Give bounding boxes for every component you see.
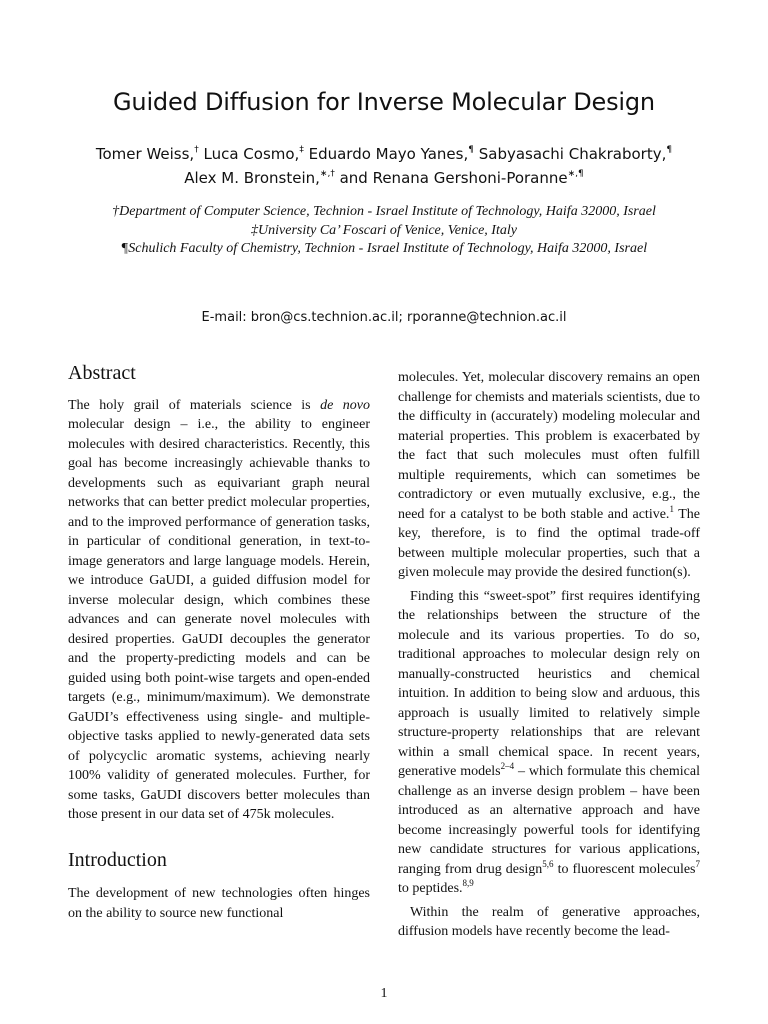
author-affil-mark: ¶ xyxy=(666,145,673,155)
intro-paragraph-1-continued xyxy=(398,368,700,583)
author-name: Luca Cosmo, xyxy=(198,145,300,163)
author-list xyxy=(40,142,728,190)
intro-text: to fluorescent molecules xyxy=(553,861,696,877)
affiliation: ¶Schulich Faculty of Chemistry, Technion - Israel Institute of Technology, Haifa 32000, Israel xyxy=(120,241,648,256)
intro-paragraph-3: Within the realm of generative approaches, diffusion models have recently become the lead- xyxy=(398,904,700,939)
author-name: Eduardo Mayo Yanes, xyxy=(303,145,469,163)
affiliation-list xyxy=(90,203,678,259)
affiliation: ‡University Ca’ Foscari of Venice, Venice, Italy xyxy=(251,222,517,238)
citation: 1 xyxy=(669,503,674,514)
abstract-text-rest: molecular design – i.e., the ability to engineer molecules with desired characteristics. Recently, this goal has become increasingly achievable thanks to developments such as equivariant graph neural networks that can better predict molecular properties, and to the improved performance of generation tasks, in particular of conditional generation, in text-to-image generators and large language models. Herein, we introduce GaUDI, a guided diffusion model for inverse molecular design, which combines these advances and can generate novel molecules with desired properties. GaUDI decouples the generator and the property-predicting models and can be guided using both point-wise targets and open-ended targets (e.g., minimum/maximum). We demonstrate GaUDI’s effectiveness using single- and multiple-objective tasks applied to newly-generated data sets of polycyclic aromatic systems, achieving nearly 100% validity of generated molecules. Further, for some tasks, GaUDI discovers better molecules than those present in our data set of 475k molecules. xyxy=(68,417,370,822)
intro-text: to peptides. xyxy=(398,881,463,896)
right-column xyxy=(398,368,700,942)
author-affil-mark: ¶ xyxy=(468,145,474,155)
abstract-text xyxy=(68,396,370,825)
author-affil-mark: ∗,¶ xyxy=(567,169,584,179)
intro-text: Finding this “sweet-spot” first requires identifying the relationships between the structure of the molecule and its various properties. To do so, traditional approaches to molecular design rely on manually-constructed heuristics and chemical intuition. In addition to being slow and arduous, this approach is usually limited to relatively simple structure-property relationships that are relevant within a small chemical space. In recent years, generative models xyxy=(398,588,700,779)
citation: 8,9 xyxy=(462,878,474,888)
intro-text: – which formulate this chemical challenge as an inverse design problem – have been introduced as an alternative approach and have become increasingly powerful tools for identifying new candidate structures for various applications, ranging from drug design xyxy=(398,764,700,877)
left-column xyxy=(68,364,370,923)
author-line-2 xyxy=(40,166,728,190)
author-affil-mark: ∗,† xyxy=(319,169,335,179)
citation: 7 xyxy=(695,858,700,869)
abstract-italic-term: de novo xyxy=(320,397,370,413)
introduction-heading: Introduction xyxy=(68,848,167,871)
author-name: Tomer Weiss, xyxy=(95,145,195,163)
author-name: and Renana Gershoni-Poranne xyxy=(334,169,568,187)
intro-text: The key, therefore, is to find the optimal trade-off between multiple molecular properties, such that a given molecule may provide the desired function(s). xyxy=(398,506,700,580)
abstract-text-start: The holy grail of materials science is xyxy=(68,397,321,413)
citation: 2–4 xyxy=(500,761,515,771)
intro-paragraph-1-start: The development of new technologies often hinges on the ability to source new functional xyxy=(68,886,370,921)
citation: 5,6 xyxy=(542,858,554,869)
affiliation: †Department of Computer Science, Technion - Israel Institute of Technology, Haifa 32000, Israel xyxy=(112,204,656,219)
author-line-1 xyxy=(40,142,728,166)
paper-title: Guided Diffusion for Inverse Molecular Design xyxy=(113,88,655,116)
author-name: Alex M. Bronstein, xyxy=(184,169,320,187)
author-affil-mark: † xyxy=(194,145,199,155)
author-affil-mark: ‡ xyxy=(299,145,304,155)
intro-paragraph-2 xyxy=(398,587,700,899)
contact-email: E-mail: bron@cs.technion.ac.il; rporanne@technion.ac.il xyxy=(201,310,567,325)
abstract-heading: Abstract xyxy=(68,362,136,384)
intro-text: molecules. Yet, molecular discovery remains an open challenge for chemists and materials scientists, due to the difficulty in (accurately) modeling molecular and material properties. This problem is exacerbated by the fact that such molecules must often fulfill multiple requirements, which can sometimes be contradictory or even mutually exclusive, e.g., the need for a catalyst to be both stable and active. xyxy=(398,370,700,522)
page-number: 1 xyxy=(380,986,388,1001)
author-name: Sabyasachi Chakraborty, xyxy=(473,145,667,163)
